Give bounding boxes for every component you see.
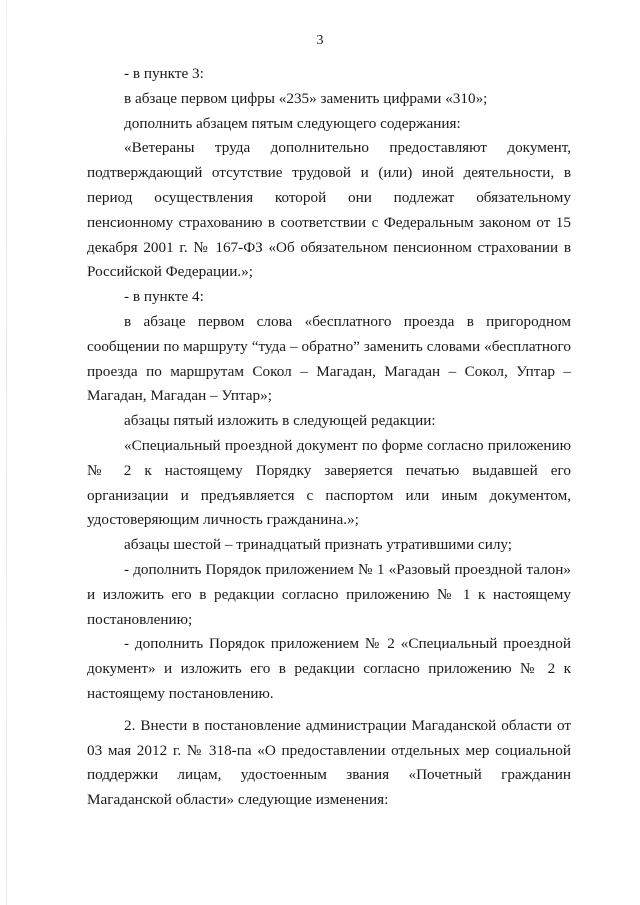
paragraph-item-4-header: - в пункте 4: [124,288,204,306]
scan-edge-line [6,0,7,905]
paragraph-fifth-edition: абзацы пятый изложить в следующей редакции: [124,412,436,430]
paragraph-special-document-quote: «Специальный проездной документ по форме согласно приложению № 2 к настоящему Порядку заверяется печатью выдавшей его организации и предъявляется с паспортом или иным документом, удостоверяющим личность гражданина.»; [87,436,571,529]
paragraph-appendix-2: - дополнить Порядок приложением № 2 «Специальный проездной документ» и изложить его в редакции согласно приложению № 2 к настоящему постановлению. [87,635,571,702]
paragraph-digits-replace: в абзаце первом цифры «235» заменить цифрами «310»; [124,89,488,107]
paragraph-add-fifth: дополнить абзацем пятым следующего содержания: [124,114,461,132]
paragraph-veterans-quote: «Ветераны труда дополнительно предоставляют документ, подтверждающий отсутствие трудовой и (или) иной деятельности, в период осуществления которой они подлежат обязательному пенсионному страхованию в соответствии с Федеральным законом от 15 декабря 2001 г. № 167-ФЗ «Об обязательном пенсионном страховании в Российской Федерации.»; [87,139,571,281]
paragraph-item-3-header: - в пункте 3: [124,65,204,82]
paragraph-section-2: 2. Внести в постановление администрации Магаданской области от 03 мая 2012 г. № 318-па «О предоставлении отдельных мер социальной поддержки лицам, удостоенным звания «Почетный гражданин Магаданской области» следующие изменения: [87,716,571,809]
document-body [87,62,571,813]
paragraph-route-words: в абзаце первом слова «бесплатного проезда в пригородном сообщении по маршруту “туда – обратно” заменить словами «бесплатного проезда по маршрутам Сокол – Магадан, Магадан – Сокол, Уптар – Магадан, Магадан – Уптар»; [87,312,571,405]
page-number: 3 [316,33,324,48]
paragraph-appendix-1: - дополнить Порядок приложением № 1 «Разовый проездной талон» и изложить его в редакции согласно приложению № 1 к настоящему постановлению; [87,560,571,628]
paragraph-repeal: абзацы шестой – тринадцатый признать утратившими силу; [124,536,513,554]
